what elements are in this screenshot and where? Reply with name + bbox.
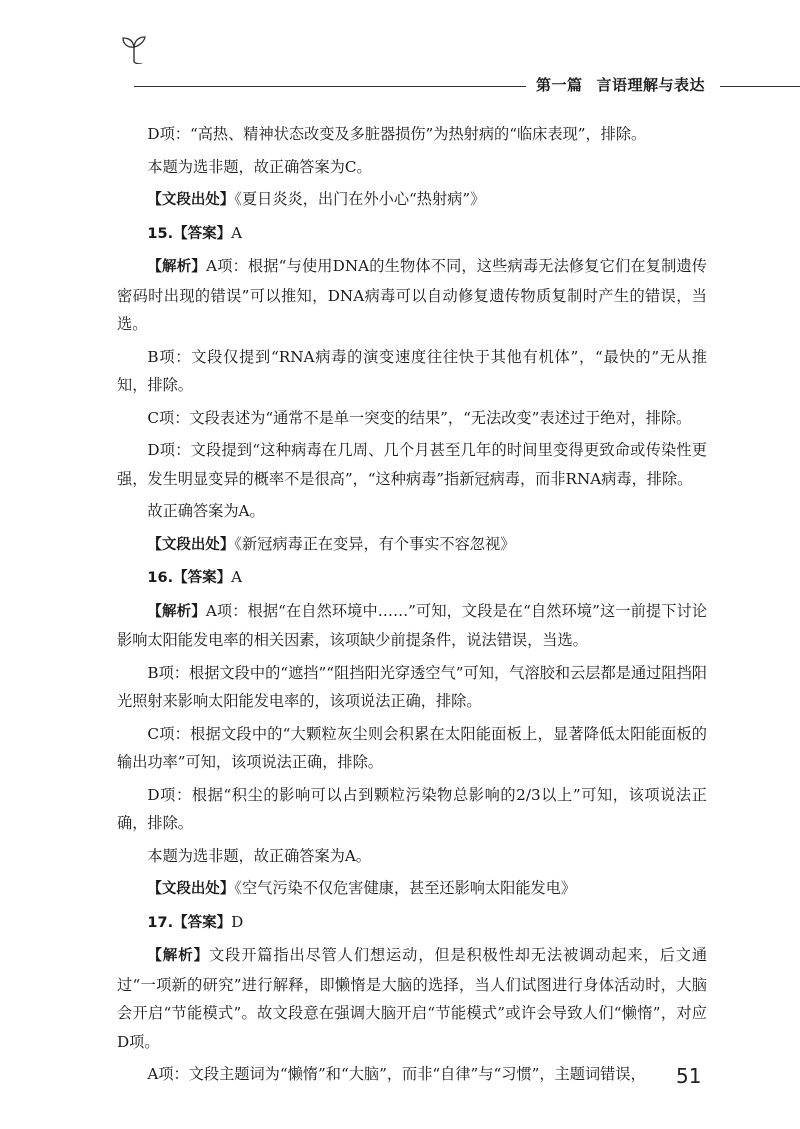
header-rule-left	[134, 86, 526, 87]
running-head	[536, 74, 705, 95]
paragraph-text: D	[231, 912, 244, 931]
paragraph-text: C项：根据文段中的“大颗粒灰尘则会积累在太阳能面板上，显著降低太阳能面板的输出功率”可知，该项说法正确，排除。	[117, 724, 707, 771]
part-label: 第一篇	[536, 76, 583, 94]
paragraph	[117, 563, 707, 593]
paragraph-label: 【文段出处】	[147, 192, 235, 208]
header-rule-right	[720, 86, 800, 87]
paragraph	[117, 185, 707, 215]
paragraph-text: D项：“高热、精神状态改变及多脏器损伤”为热射病的“临床表现”，排除。	[147, 125, 647, 143]
paragraph-label: 【解析】	[147, 948, 210, 964]
paragraph-text: D项：根据“积尘的影响可以占到颗粒污染物总影响的2/3以上”可知，该项说法正确，排除。	[117, 785, 707, 832]
paragraph	[117, 530, 707, 560]
paragraph	[117, 497, 707, 526]
paragraph-text: A	[231, 223, 243, 242]
paragraph	[117, 659, 707, 716]
paragraph	[117, 153, 707, 182]
paragraph	[117, 597, 707, 655]
paragraph-text: A项：根据“与使用DNA的生物体不同，这些病毒无法修复它们在复制遗传密码时出现的错误”可以推知，DNA病毒可以自动修复遗传物质复制时产生的错误，当选。	[117, 257, 707, 333]
paragraph-text: A	[231, 568, 243, 586]
sprout-icon	[120, 34, 148, 64]
paragraph	[117, 941, 707, 1056]
paragraph	[117, 781, 707, 838]
paragraph-text: B项：文段仅提到“RNA病毒的演变速度往往快于其他有机体”，“最快的”无从推知，排除。	[117, 347, 707, 394]
paragraph	[117, 404, 707, 433]
paragraph	[117, 436, 707, 493]
paragraph-text: 《空气污染不仅危害健康，甚至还影响太阳能发电》	[234, 879, 577, 897]
paragraph-text: A项：文段主题词为“懒惰”和“大脑”，而非“自律”与“习惯”，主题词错误，	[147, 1065, 646, 1083]
paragraph	[117, 252, 707, 339]
paragraph-text: 本题为选非题，故正确答案为A。	[147, 846, 371, 865]
chapter-title: 言语理解与表达	[596, 76, 706, 94]
paragraph	[117, 842, 707, 871]
paragraph-text: B项：根据文段中的“遮挡”“阻挡阳光穿透空气”可知，气溶胶和云层都是通过阻挡阳光照射来影响太阳能发电率的，该项说法正确，排除。	[117, 663, 707, 710]
paragraph	[117, 120, 707, 149]
paragraph-label: 【文段出处】	[147, 881, 235, 897]
paragraph	[117, 720, 707, 777]
paragraph-text: 《新冠病毒正在变异，有个事实不容忽视》	[234, 534, 516, 553]
paragraph	[117, 1060, 707, 1089]
paragraph-text: 《夏日炎炎，出门在外小心“热射病”》	[234, 190, 486, 208]
paragraph-label: 【解析】	[147, 259, 207, 275]
paragraph-label: 17.【答案】	[147, 914, 232, 931]
paragraph	[117, 219, 707, 249]
page-body	[117, 120, 707, 1093]
paragraph-text: C项：文段表述为“通常不是单一突变的结果”，“无法改变”表述过于绝对，排除。	[147, 408, 692, 427]
page-header	[0, 28, 800, 94]
page-number: 51	[676, 1064, 702, 1088]
paragraph	[117, 343, 707, 400]
paragraph-label: 【解析】	[147, 603, 206, 620]
paragraph-label: 【文段出处】	[147, 536, 235, 553]
paragraph	[117, 874, 707, 904]
paragraph	[117, 908, 707, 938]
paragraph-text: A项：根据“在自然环境中……”可知，文段是在“自然环境”这一前提下讨论影响太阳能发电率的相关因素，该项缺少前提条件，说法错误，当选。	[117, 601, 708, 649]
paragraph-text: D项：文段提到“这种病毒在几周、几个月甚至几年的时间里变得更致命或传染性更强，发生明显变异的概率不是很高”，“这种病毒”指新冠病毒，而非RNA病毒，排除。	[117, 441, 707, 488]
paragraph-text: 故正确答案为A。	[147, 502, 265, 520]
paragraph-text: 文段开篇指出尽管人们想运动，但是积极性却无法被调动起来，后文通过“一项新的研究”进行解释，即懒惰是大脑的选择，当人们试图进行身体活动时，大脑会开启“节能模式”。故文段意在强调大脑开启“节能模式”或许会导致人们“懒惰”，对应D项。	[117, 946, 708, 1051]
paragraph-label: 16.【答案】	[147, 570, 232, 586]
paragraph-text: 本题为选非题，故正确答案为C。	[147, 157, 372, 176]
paragraph-label: 15.【答案】	[147, 225, 232, 242]
